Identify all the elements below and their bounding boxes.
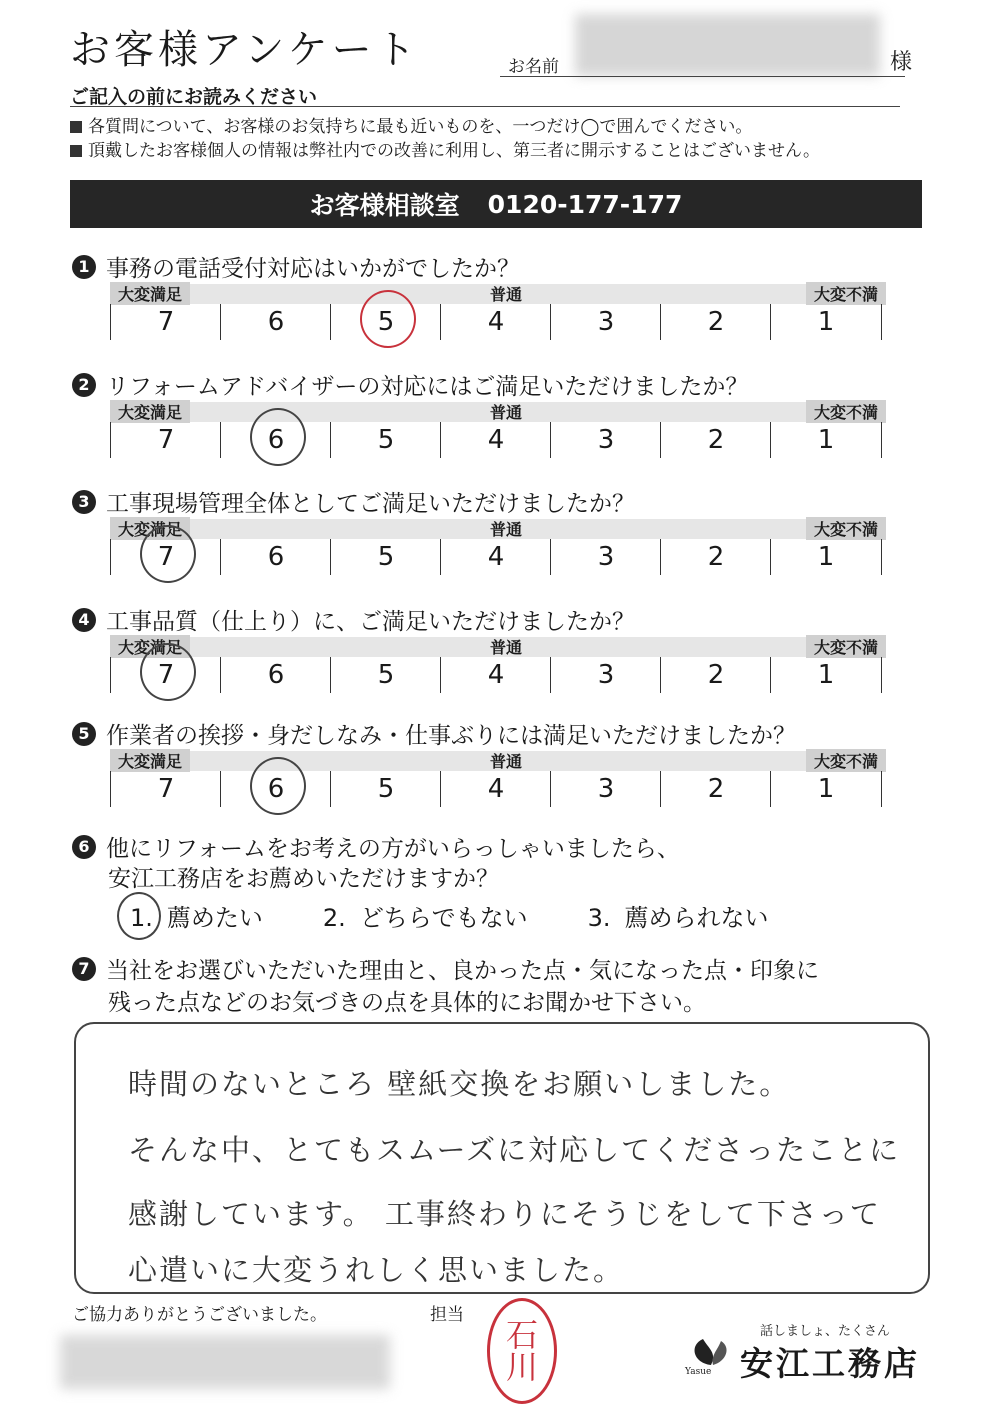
notes-rule: [70, 106, 900, 107]
comment-line: 心遣いに大変うれしく思いました。: [128, 1253, 625, 1287]
scale-label-center: 普通: [489, 403, 522, 422]
question-6-line2: 安江工務店をお薦めいただけますか？: [108, 866, 499, 892]
question-text: 他にリフォームをお考えの方がいらっしゃいましたら、: [106, 836, 680, 862]
selection-circle: [360, 290, 416, 348]
selection-circle: [250, 408, 306, 466]
name-label: お名前: [508, 57, 559, 77]
q6-selection-circle: [117, 892, 161, 940]
rating-scale: [110, 284, 886, 342]
staff-stamp: 石 川: [487, 1298, 557, 1404]
notes-title: ご記入の前にお読みください: [70, 86, 318, 108]
rating-option-3[interactable]: 3: [550, 539, 661, 575]
scale-label-right: 大変不満: [806, 282, 886, 305]
question-number: 1: [72, 255, 96, 279]
question-6: [72, 830, 680, 863]
rating-option-7[interactable]: 7: [110, 304, 221, 340]
bullet-square-icon: [70, 121, 82, 133]
rating-option-7[interactable]: 7: [110, 539, 221, 575]
rating-option-1[interactable]: 1: [770, 657, 882, 693]
hotline-label: お客様相談室: [309, 191, 460, 220]
rating-scale: [110, 637, 886, 695]
scale-label-center: 普通: [489, 638, 522, 657]
question-1: [72, 250, 520, 283]
question-text: 作業者の挨拶・身だしなみ・仕事ぶりには満足いただけましたか？: [106, 723, 796, 749]
scale-label-left: 大変満足: [110, 400, 190, 423]
scale-label-right: 大変不満: [806, 749, 886, 772]
question-number: 4: [72, 608, 96, 632]
comment-line: 時間のないところ 壁紙交換をお願いしました。: [128, 1067, 791, 1101]
scale-label-left: 大変満足: [110, 749, 190, 772]
rating-option-4[interactable]: 4: [440, 422, 551, 458]
question-text: リフォームアドバイザーの対応にはご満足いただけましたか？: [106, 374, 749, 400]
scale-label-center: 普通: [489, 752, 522, 771]
hotline-bar: [70, 180, 922, 228]
name-underline: [500, 76, 905, 77]
rating-option-1[interactable]: 1: [770, 422, 882, 458]
question-4: [72, 603, 635, 636]
thanks-text: ご協力ありがとうございました。: [72, 1305, 327, 1325]
question-7: [72, 952, 819, 985]
scale-label-center: 普通: [489, 285, 522, 304]
company-logo: 安江工務店: [740, 1344, 920, 1383]
rating-option-7[interactable]: 7: [110, 657, 221, 693]
rating-scale: [110, 519, 886, 577]
rating-option-3[interactable]: 3: [550, 422, 661, 458]
rating-option-5[interactable]: 5: [330, 422, 441, 458]
question-7-line2: 残った点などのお気づきの点を具体的にお聞かせ下さい。: [108, 990, 706, 1016]
scale-label-left: 大変満足: [110, 635, 190, 658]
rating-option-6[interactable]: 6: [220, 657, 331, 693]
rating-option-2[interactable]: 2: [660, 304, 771, 340]
rating-option-2[interactable]: 2: [660, 539, 771, 575]
question-text: 工事現場管理全体としてご満足いただけましたか？: [106, 491, 635, 517]
question-number: 5: [72, 722, 96, 746]
question-number: 3: [72, 490, 96, 514]
selection-circle: [250, 757, 306, 815]
rating-option-3[interactable]: 3: [550, 657, 661, 693]
rating-option-3[interactable]: 3: [550, 304, 661, 340]
q6-option-3[interactable]: 3. 薦められない: [587, 904, 769, 932]
selection-circle: [140, 525, 196, 583]
scale-label-right: 大変不満: [806, 517, 886, 540]
staff-label: 担当: [430, 1305, 464, 1325]
rating-option-7[interactable]: 7: [110, 771, 221, 807]
rating-option-1[interactable]: 1: [770, 304, 882, 340]
name-redaction: [575, 14, 880, 76]
note-item: 頂戴したお客様個人の情報は弊社内での改善に利用し、第三者に開示することはございません。: [70, 136, 820, 161]
rating-scale: [110, 402, 886, 460]
rating-option-6[interactable]: 6: [220, 304, 331, 340]
scale-label-right: 大変不満: [806, 400, 886, 423]
rating-option-1[interactable]: 1: [770, 771, 882, 807]
comment-line: 感謝しています。 工事終わりにそうじをして下さって: [128, 1197, 881, 1231]
comment-line: そんな中、とてもスムーズに対応してくださったことに: [128, 1133, 901, 1167]
company-tagline: 話しましょ、たくさん: [760, 1324, 891, 1339]
question-5: [72, 717, 796, 750]
page-title: お客様アンケート: [70, 27, 420, 73]
rating-option-5[interactable]: 5: [330, 304, 441, 340]
rating-option-1[interactable]: 1: [770, 539, 882, 575]
rating-option-3[interactable]: 3: [550, 771, 661, 807]
rating-scale: [110, 751, 886, 809]
rating-option-2[interactable]: 2: [660, 422, 771, 458]
rating-option-5[interactable]: 5: [330, 657, 441, 693]
question-number: 2: [72, 373, 96, 397]
hotline-number: 0120-177-177: [487, 189, 683, 219]
rating-option-2[interactable]: 2: [660, 657, 771, 693]
question-3: [72, 485, 635, 518]
rating-option-4[interactable]: 4: [440, 771, 551, 807]
bullet-square-icon: [70, 145, 82, 157]
note-item: 各質問について、お客様のお気持ちに最も近いものを、一つだけ◯で囲んでください。: [70, 112, 752, 137]
rating-option-6[interactable]: 6: [220, 539, 331, 575]
question-text: 当社をお選びいただいた理由と、良かった点・気になった点・印象に: [106, 958, 819, 984]
question-text: 工事品質（仕上り）に、ご満足いただけましたか？: [106, 609, 635, 635]
rating-option-6[interactable]: 6: [220, 422, 331, 458]
rating-option-6[interactable]: 6: [220, 771, 331, 807]
rating-option-4[interactable]: 4: [440, 657, 551, 693]
svg-text:Yasue: Yasue: [685, 1367, 712, 1375]
rating-option-5[interactable]: 5: [330, 771, 441, 807]
question-text: 事務の電話受付対応はいかがでしたか？: [106, 256, 520, 282]
q6-option-1[interactable]: 1. 薦めたい: [130, 904, 263, 932]
rating-option-5[interactable]: 5: [330, 539, 441, 575]
scale-label-center: 普通: [489, 520, 522, 539]
rating-option-4[interactable]: 4: [440, 304, 551, 340]
footer-redaction: [60, 1335, 390, 1389]
selection-circle: [140, 643, 196, 701]
scale-label-right: 大変不満: [806, 635, 886, 658]
rating-option-7[interactable]: 7: [110, 422, 221, 458]
question-number: 6: [72, 835, 96, 859]
question-2: [72, 368, 748, 401]
rating-option-2[interactable]: 2: [660, 771, 771, 807]
scale-label-left: 大変満足: [110, 517, 190, 540]
question-number: 7: [72, 957, 96, 981]
leaf-logo-icon: [683, 1335, 739, 1375]
name-suffix: 様: [890, 50, 913, 75]
q6-option-2[interactable]: 2. どちらでもない: [322, 904, 528, 932]
rating-option-4[interactable]: 4: [440, 539, 551, 575]
q6-options: [130, 898, 768, 933]
scale-label-left: 大変満足: [110, 282, 190, 305]
